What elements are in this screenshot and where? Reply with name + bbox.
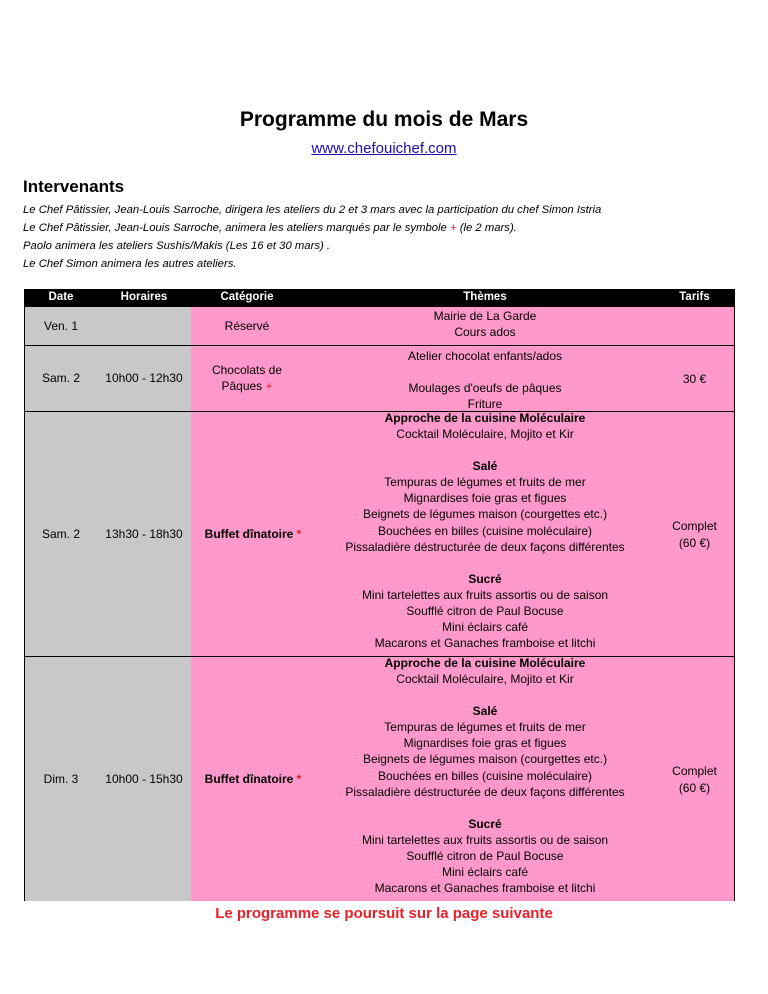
website-link[interactable]: www.chefouichef.com: [311, 140, 457, 157]
intro-line: Le Chef Pâtissier, Jean-Louis Sarroche, animera les ateliers marqués par le symbole + (le 2 mars).: [23, 222, 517, 234]
header-categorie: Catégorie: [220, 291, 274, 303]
header-date: Date: [48, 291, 74, 303]
row-hours: 10h00 - 15h30: [105, 772, 183, 786]
row-tarif: Complet (60 €): [672, 764, 717, 795]
row-category: Buffet dînatoire *: [204, 527, 302, 541]
asterisk-symbol: *: [296, 772, 302, 786]
row-date: Sam. 2: [41, 371, 80, 385]
row-category: Réservé: [224, 319, 270, 333]
plus-symbol: +: [449, 222, 457, 234]
table-row: [25, 345, 734, 412]
table-row: [25, 656, 734, 901]
row-hours: 13h30 - 18h30: [105, 527, 183, 541]
row-themes: Mairie de La Garde Cours ados: [433, 309, 537, 340]
page-title: Programme du mois de Mars: [239, 108, 529, 131]
intro-line: Paolo animera les ateliers Sushis/Makis (Les 16 et 30 mars) .: [23, 240, 331, 252]
intervenants-text: [23, 201, 743, 273]
header-horaires: Horaires: [120, 291, 168, 303]
row-category: Chocolats de Pâques +: [211, 363, 283, 393]
row-themes: Approche de la cuisine Moléculaire Cocktail Moléculaire, Mojito et Kir Salé Tempuras de légumes et fruits de mer Mignardises foie gras et figues Beignets de légumes maison (courgettes etc.) Bouchées en billes (cuisine moléculaire) Pissaladière déstructurée de deux façons différentes Sucré Mini tartelettes aux fruits assortis ou de saison Soufflé citron de Paul Bocuse Mini éclairs café Macarons et Ganaches framboise et litchi: [345, 656, 625, 896]
header-themes: Thèmes: [463, 291, 507, 303]
row-themes: Atelier chocolat enfants/ados Moulages d'oeufs de pâques Friture: [407, 349, 563, 412]
row-themes: Approche de la cuisine Moléculaire Cocktail Moléculaire, Mojito et Kir Salé Tempuras de légumes et fruits de mer Mignardises foie gras et figues Beignets de légumes maison (courgettes etc.) Bouchées en billes (cuisine moléculaire) Pissaladière déstructurée de deux façons différentes Sucré Mini tartelettes aux fruits assortis ou de saison Soufflé citron de Paul Bocuse Mini éclairs café Macarons et Ganaches framboise et litchi: [345, 411, 625, 651]
row-date: Sam. 2: [41, 527, 80, 541]
table-row: [25, 307, 734, 345]
continuation-note: Le programme se poursuit sur la page suivante: [215, 905, 553, 922]
row-date: Dim. 3: [43, 772, 79, 786]
row-hours: 10h00 - 12h30: [105, 371, 183, 385]
row-tarif: 30 €: [682, 372, 707, 386]
row-category: Buffet dînatoire *: [204, 772, 302, 786]
row-date: Ven. 1: [43, 319, 79, 333]
intro-line: Le Chef Simon animera les autres ateliers.: [23, 258, 237, 270]
intervenants-heading: Intervenants: [23, 177, 125, 196]
row-tarif: Complet (60 €): [672, 519, 717, 550]
table-header: [25, 290, 734, 307]
table-row: [25, 411, 734, 657]
plus-symbol: +: [265, 379, 273, 393]
asterisk-symbol: *: [296, 527, 302, 541]
intro-line: Le Chef Pâtissier, Jean-Louis Sarroche, dirigera les ateliers du 2 et 3 mars avec la participation du chef Simon Istria: [23, 204, 602, 216]
header-tarifs: Tarifs: [679, 291, 710, 303]
program-table: [24, 289, 735, 901]
